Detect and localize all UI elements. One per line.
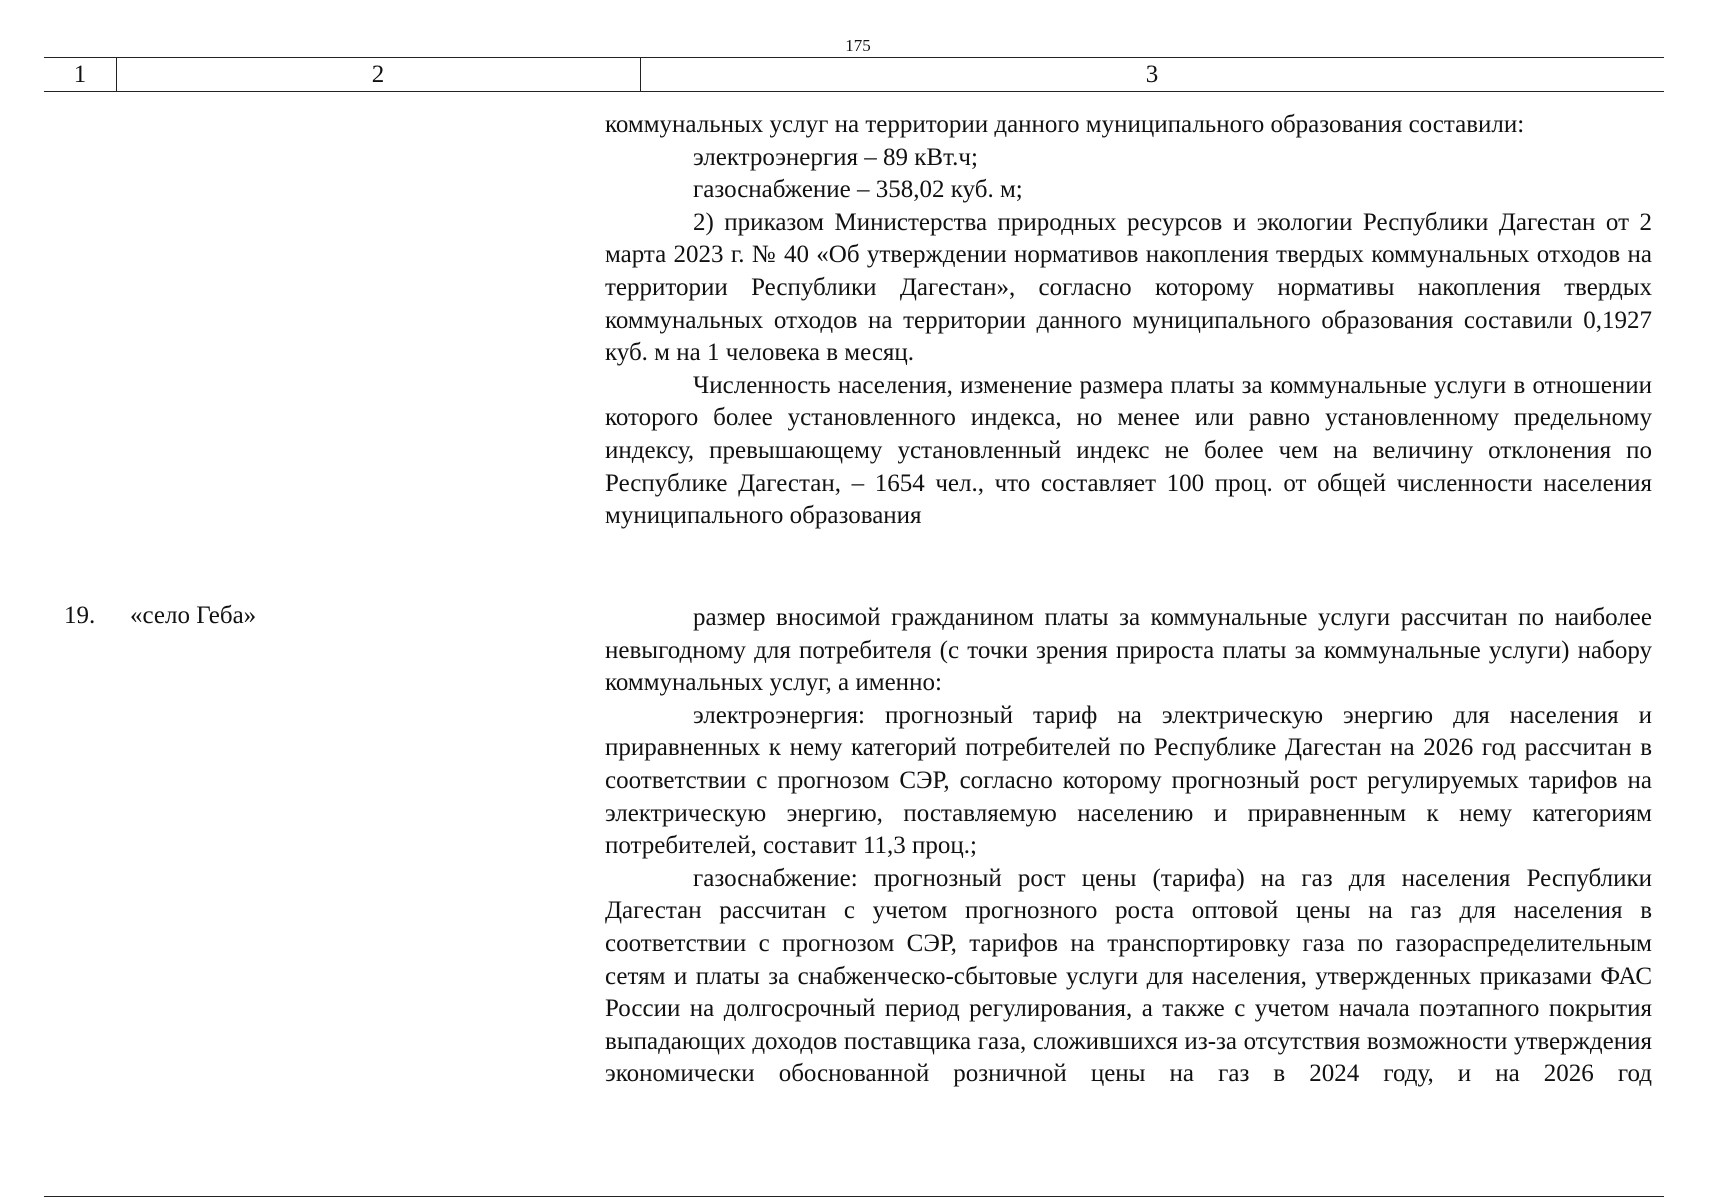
paragraph: газоснабжение: прогнозный рост цены (тарифа) на газ для населения Республики Дагестан рассчитан с учетом прогнозного роста оптовой цены на газ для населения в соответствии с прогнозом СЭР, тарифов на транспортировку газа по газораспределительным сетям и платы за снабженческо-сбытовые услуги для населения, утвержденных приказами ФАС России на долгосрочный период регулирования, а также с учетом начала поэтапного покрытия выпадающих доходов поставщика газа, сложившихся из-за отсутствия возможности утверждения экономически обоснованной розничной цены на газ в 2024 году, и на 2026 год [605, 864, 1652, 1088]
paragraph: электроэнергия: прогнозный тариф на электрическую энергию для населения и приравненных к нему категорий потребителей по Республике Дагестан на 2026 год рассчитан в соответствии с прогнозом СЭР, согласно которому прогнозный рост регулируемых тарифов на электрическую энергию, поставляемую населению и приравненным к нему категориям потребителей, составит 11,3 проц.; [605, 701, 1652, 860]
page-number: 175 [845, 36, 871, 55]
table-header-row [44, 57, 1664, 92]
header-cell-1: 1 [73, 61, 87, 88]
paragraph: коммунальных услуг на территории данного муниципального образования составили: [605, 111, 1525, 138]
bottom-rule [44, 1196, 1664, 1197]
entry-text-block [605, 602, 1652, 1091]
paragraph: размер вносимой гражданином платы за коммунальные услуги рассчитан по наиболее невыгодному для потребителя (с точки зрения прироста платы за коммунальные услуги) набору коммунальных услуг, а именно: [605, 604, 1652, 697]
entry-number: 19. [64, 602, 96, 629]
municipality-name: «село Геба» [130, 602, 257, 629]
paragraph: Численность населения, изменение размера платы за коммунальные услуги в отношении которого более установленного индекса, но менее или равно установленному предельному индексу, превышающему установленный индекс не более чем на величину отклонения по Республике Дагестан, – 1654 чел., что составляет 100 проц. от общей численности населения муниципального образования [605, 371, 1652, 530]
header-cell-3: 3 [1145, 61, 1159, 88]
header-cell-2: 2 [371, 61, 385, 88]
continued-text-block [605, 109, 1652, 533]
paragraph: газоснабжение – 358,02 куб. м; [693, 176, 1023, 204]
paragraph: 2) приказом Министерства природных ресурсов и экологии Республики Дагестан от 2 марта 2023 г. № 40 «Об утверждении нормативов накопления твердых коммунальных отходов на территории Республики Дагестан», согласно которому нормативы накопления твердых коммунальных отходов на территории данного муниципального образования составили 0,1927 куб. м на 1 человека в месяц. [605, 208, 1652, 367]
paragraph: электроэнергия – 89 кВт.ч; [693, 143, 978, 171]
